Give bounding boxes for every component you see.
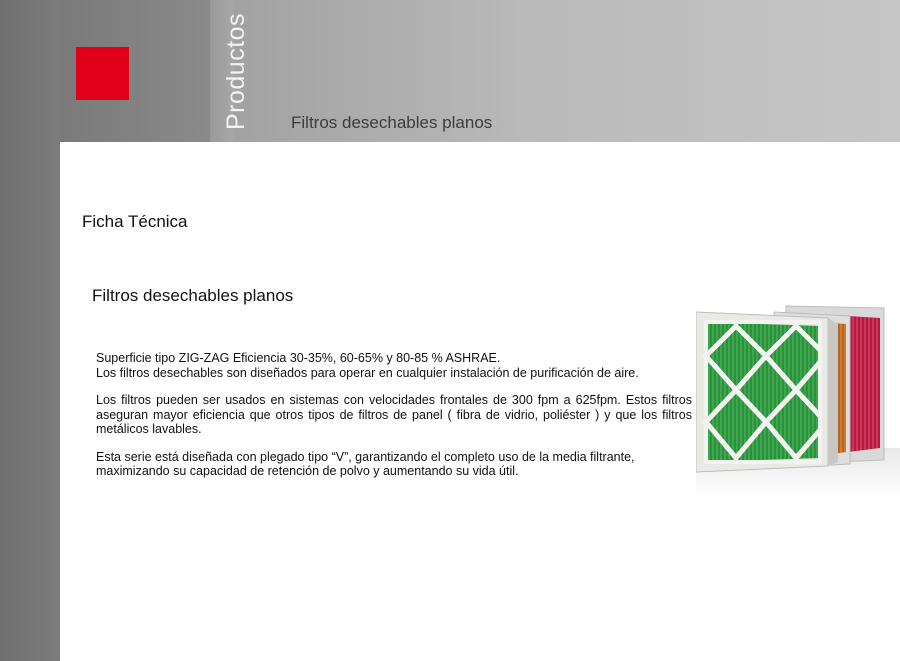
description-paragraph <box>96 351 692 380</box>
brand-logo-square <box>76 47 129 100</box>
ficha-tecnica-heading: Ficha Técnica <box>82 212 188 231</box>
description-paragraph: Los filtros pueden ser usados en sistemas con velocidades frontales de 300 fpm a 625fpm. Estos filtros aseguran mayor eficiencia que otros tipos de filtros de panel ( fibra de vidrio, poliéster ) y que los filtros metálicos lavables. <box>96 393 692 436</box>
description-paragraph: Esta serie está diseñada con plegado tipo “V”, garantizando el completo uso de la media filtrante, maximizando su capacidad de retención de polvo y aumentando su vida útil. <box>96 449 635 478</box>
filter-panels-image <box>696 298 900 498</box>
header-subtitle: Filtros desechables planos <box>291 113 493 132</box>
section-vertical-title: Productos <box>222 12 250 130</box>
description-line: Los filtros desechables son diseñados para operar en cualquier instalación de purificación de aire. <box>96 365 639 380</box>
product-description <box>96 351 692 492</box>
content-panel <box>60 142 900 661</box>
description-line: Superficie tipo ZIG-ZAG Eficiencia 30-35%, 60-65% y 80-85 % ASHRAE. <box>96 351 501 365</box>
product-title: Filtros desechables planos <box>92 286 294 305</box>
left-decor-band <box>0 0 60 661</box>
